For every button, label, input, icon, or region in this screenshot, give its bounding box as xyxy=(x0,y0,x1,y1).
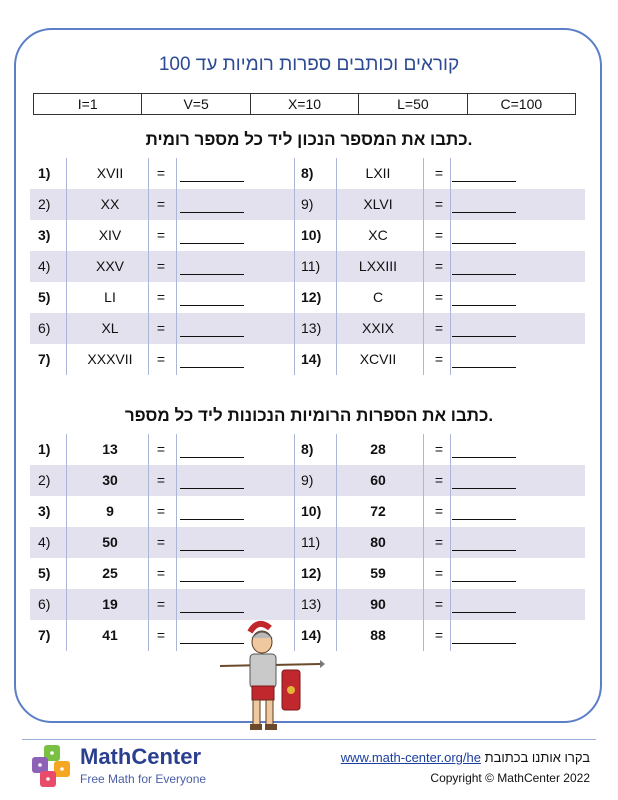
table-row xyxy=(30,496,585,527)
item-number: 11) xyxy=(301,258,321,274)
table-row xyxy=(30,527,585,558)
answer-blank[interactable] xyxy=(452,629,516,644)
answer-blank[interactable] xyxy=(180,474,244,489)
item-value: XLVI xyxy=(363,196,393,212)
item-value: 13 xyxy=(102,441,118,457)
item-number: 9) xyxy=(301,472,314,488)
equals-sign: = xyxy=(434,441,444,457)
table-row xyxy=(30,282,585,313)
equals-sign: = xyxy=(156,196,166,212)
legend-item: L=50 xyxy=(358,94,466,114)
table-row xyxy=(30,251,585,282)
answer-blank[interactable] xyxy=(452,260,516,275)
table-row xyxy=(30,558,585,589)
item-value: XL xyxy=(101,320,119,336)
item-number: 5) xyxy=(38,289,51,305)
answer-blank[interactable] xyxy=(180,260,244,275)
equals-sign: = xyxy=(434,596,444,612)
equals-sign: = xyxy=(156,472,166,488)
item-value: XVII xyxy=(96,165,124,181)
item-value: XCVII xyxy=(359,351,397,367)
item-number: 7) xyxy=(38,627,51,643)
answer-blank[interactable] xyxy=(452,322,516,337)
item-number: 12) xyxy=(301,565,322,581)
answer-blank[interactable] xyxy=(452,229,516,244)
column-divider xyxy=(148,434,149,651)
section1-heading: כתבו את המספר הנכון ליד כל מספר רומית. xyxy=(145,130,473,149)
equals-sign: = xyxy=(434,472,444,488)
equals-sign: = xyxy=(156,441,166,457)
equals-sign: = xyxy=(156,534,166,550)
item-number: 10) xyxy=(301,227,322,243)
answer-blank[interactable] xyxy=(180,167,244,182)
table-row xyxy=(30,220,585,251)
item-number: 12) xyxy=(301,289,322,305)
answer-blank[interactable] xyxy=(452,536,516,551)
table-row xyxy=(30,344,585,375)
item-number: 11) xyxy=(301,534,321,550)
item-value: 41 xyxy=(102,627,118,643)
item-value: 25 xyxy=(102,565,118,581)
answer-blank[interactable] xyxy=(180,505,244,520)
footer-divider xyxy=(22,739,596,740)
item-value: 19 xyxy=(102,596,118,612)
answer-blank[interactable] xyxy=(452,567,516,582)
item-value: 50 xyxy=(102,534,118,550)
equals-sign: = xyxy=(156,565,166,581)
item-number: 2) xyxy=(38,196,51,212)
item-number: 7) xyxy=(38,351,51,367)
equals-sign: = xyxy=(156,289,166,305)
item-value: LXII xyxy=(365,165,391,181)
legend-item: C=100 xyxy=(467,94,575,114)
answer-blank[interactable] xyxy=(452,598,516,613)
column-divider xyxy=(148,158,149,375)
equals-sign: = xyxy=(434,196,444,212)
item-value: 60 xyxy=(370,472,386,488)
section2-table xyxy=(30,434,585,651)
item-value: XC xyxy=(368,227,388,243)
item-value: 28 xyxy=(370,441,386,457)
url-prefix: בקרו אותנו בכתובת xyxy=(484,750,590,765)
table-row xyxy=(30,313,585,344)
brand-name: MathCenter xyxy=(80,744,202,769)
website-link[interactable]: www.math-center.org/he xyxy=(340,750,481,765)
item-value: 90 xyxy=(370,596,386,612)
footer-url-line xyxy=(341,750,590,765)
answer-blank[interactable] xyxy=(452,291,516,306)
item-value: LXXIII xyxy=(358,258,398,274)
mathcenter-logo-icon xyxy=(28,743,78,789)
answer-blank[interactable] xyxy=(452,167,516,182)
equals-sign: = xyxy=(156,258,166,274)
answer-blank[interactable] xyxy=(452,353,516,368)
item-number: 3) xyxy=(38,227,51,243)
equals-sign: = xyxy=(156,627,166,643)
item-number: 4) xyxy=(38,534,51,550)
roman-soldier-illustration xyxy=(220,620,325,740)
column-divider xyxy=(294,434,295,651)
answer-blank[interactable] xyxy=(180,291,244,306)
column-divider xyxy=(176,158,177,375)
answer-blank[interactable] xyxy=(452,474,516,489)
column-divider xyxy=(450,434,451,651)
item-value: XX xyxy=(100,196,120,212)
item-number: 8) xyxy=(301,165,314,181)
equals-sign: = xyxy=(434,503,444,519)
legend-item: X=10 xyxy=(250,94,358,114)
equals-sign: = xyxy=(434,258,444,274)
item-number: 13) xyxy=(301,320,322,336)
column-divider xyxy=(423,434,424,651)
answer-blank[interactable] xyxy=(180,598,244,613)
equals-sign: = xyxy=(156,503,166,519)
item-number: 13) xyxy=(301,596,322,612)
answer-blank[interactable] xyxy=(452,505,516,520)
item-value: XXXVII xyxy=(87,351,133,367)
item-value: 80 xyxy=(370,534,386,550)
table-row xyxy=(30,158,585,189)
item-number: 14) xyxy=(301,627,322,643)
equals-sign: = xyxy=(434,227,444,243)
column-divider xyxy=(423,158,424,375)
column-divider xyxy=(294,158,295,375)
item-number: 10) xyxy=(301,503,322,519)
equals-sign: = xyxy=(434,565,444,581)
worksheet-title: קוראים וכותבים ספרות רומיות עד 100 xyxy=(158,54,460,75)
item-value: 72 xyxy=(370,503,386,519)
item-value: 59 xyxy=(370,565,386,581)
answer-blank[interactable] xyxy=(180,322,244,337)
answer-blank[interactable] xyxy=(180,567,244,582)
item-number: 6) xyxy=(38,320,51,336)
item-number: 8) xyxy=(301,441,314,457)
equals-sign: = xyxy=(434,534,444,550)
equals-sign: = xyxy=(156,596,166,612)
equals-sign: = xyxy=(156,165,166,181)
column-divider xyxy=(66,434,67,651)
answer-blank[interactable] xyxy=(180,443,244,458)
item-number: 14) xyxy=(301,351,322,367)
item-number: 5) xyxy=(38,565,51,581)
answer-blank[interactable] xyxy=(180,536,244,551)
item-value: XXV xyxy=(95,258,124,274)
item-value: XXIX xyxy=(362,320,394,336)
section2-heading: כתבו את הספרות הרומיות הנכונות ליד כל מספר. xyxy=(124,406,494,425)
item-number: 1) xyxy=(38,441,51,457)
equals-sign: = xyxy=(434,627,444,643)
item-number: 1) xyxy=(38,165,51,181)
item-value: LI xyxy=(104,289,116,305)
column-divider xyxy=(66,158,67,375)
item-value: 9 xyxy=(106,503,114,519)
item-number: 9) xyxy=(301,196,314,212)
answer-blank[interactable] xyxy=(452,198,516,213)
equals-sign: = xyxy=(434,289,444,305)
column-divider xyxy=(336,434,337,651)
equals-sign: = xyxy=(156,351,166,367)
legend-item: V=5 xyxy=(141,94,249,114)
column-divider xyxy=(450,158,451,375)
item-number: 3) xyxy=(38,503,51,519)
item-number: 6) xyxy=(38,596,51,612)
answer-blank[interactable] xyxy=(180,198,244,213)
section1-table xyxy=(30,158,585,375)
answer-blank[interactable] xyxy=(180,353,244,368)
equals-sign: = xyxy=(156,320,166,336)
legend-item: I=1 xyxy=(77,96,98,112)
item-value: 88 xyxy=(370,627,386,643)
column-divider xyxy=(336,158,337,375)
column-divider xyxy=(176,434,177,651)
equals-sign: = xyxy=(434,351,444,367)
item-value: 30 xyxy=(102,472,118,488)
item-number: 2) xyxy=(38,472,51,488)
item-number: 4) xyxy=(38,258,51,274)
equals-sign: = xyxy=(156,227,166,243)
roman-legend xyxy=(33,93,576,115)
item-value: XIV xyxy=(98,227,122,243)
answer-blank[interactable] xyxy=(180,229,244,244)
equals-sign: = xyxy=(434,320,444,336)
copyright: Copyright © MathCenter 2022 xyxy=(430,771,590,785)
item-value: C xyxy=(372,289,384,305)
brand-tagline: Free Math for Everyone xyxy=(80,772,207,786)
table-row xyxy=(30,434,585,465)
equals-sign: = xyxy=(434,165,444,181)
table-row xyxy=(30,189,585,220)
table-row xyxy=(30,589,585,620)
answer-blank[interactable] xyxy=(452,443,516,458)
table-row xyxy=(30,465,585,496)
